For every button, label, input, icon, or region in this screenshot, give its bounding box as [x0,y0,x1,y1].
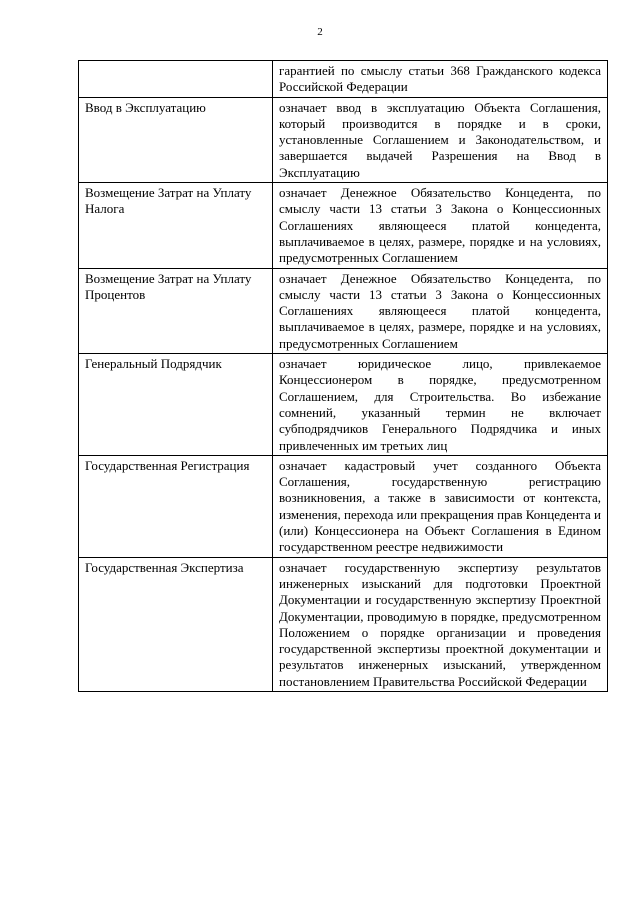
table-row [79,268,608,353]
table-row [79,97,608,182]
term-cell: Возмещение Затрат на Уплату Процентов [79,268,273,353]
definition-cell: означает Денежное Обязательство Концедента, по смыслу части 13 статьи 3 Закона о Концессионных Соглашениях являющееся платой концедента, выплачиваемое в целях, размере, порядке и на условиях, предусмотренных Соглашением [273,268,608,353]
definition-cell: означает ввод в эксплуатацию Объекта Соглашения, который производится в порядке и в сроки, установленные Соглашением и Законодательством, и завершается выдачей Разрешения на Ввод в Эксплуатацию [273,97,608,182]
term-cell: Генеральный Подрядчик [79,354,273,456]
term-cell [79,61,273,98]
definition-cell: означает кадастровый учет созданного Объекта Соглашения, государственную регистрацию возникновения, а также в зависимости от контекста, изменения, перехода или прекращения прав Концедента и (или) Концессионера на Объект Соглашения в Едином государственном реестре недвижимости [273,455,608,557]
term-cell: Государственная Экспертиза [79,557,273,691]
definition-cell: означает государственную экспертизу результатов инженерных изысканий для подготовки Проектной Документации и государственную экспертизу Проектной Документации, проводимую в порядке, предусмотренном Положением о порядке организации и проведения государственной экспертизы проектной документации и результатов инженерных изысканий, утвержденном постановлением Правительства Российской Федерации [273,557,608,691]
table-row [79,455,608,557]
table-row [79,61,608,98]
page-number: 2 [317,26,323,38]
table-row [79,557,608,691]
table-row [79,354,608,456]
term-cell: Возмещение Затрат на Уплату Налога [79,183,273,268]
term-cell: Государственная Регистрация [79,455,273,557]
definition-cell: гарантией по смыслу статьи 368 Гражданского кодекса Российской Федерации [273,61,608,98]
definitions-table [78,60,608,692]
definition-cell: означает юридическое лицо, привлекаемое Концессионером в порядке, предусмотренном Соглашением, для Строительства. Во избежание сомнений, указанный термин не включает субподрядчиков Генерального Подрядчика и иных привлеченных им третьих лиц [273,354,608,456]
table-row [79,183,608,268]
definition-cell: означает Денежное Обязательство Концедента, по смыслу части 13 статьи 3 Закона о Концессионных Соглашениях являющееся платой концедента, выплачиваемое в целях, размере, порядке и на условиях, предусмотренных Соглашением [273,183,608,268]
term-cell: Ввод в Эксплуатацию [79,97,273,182]
